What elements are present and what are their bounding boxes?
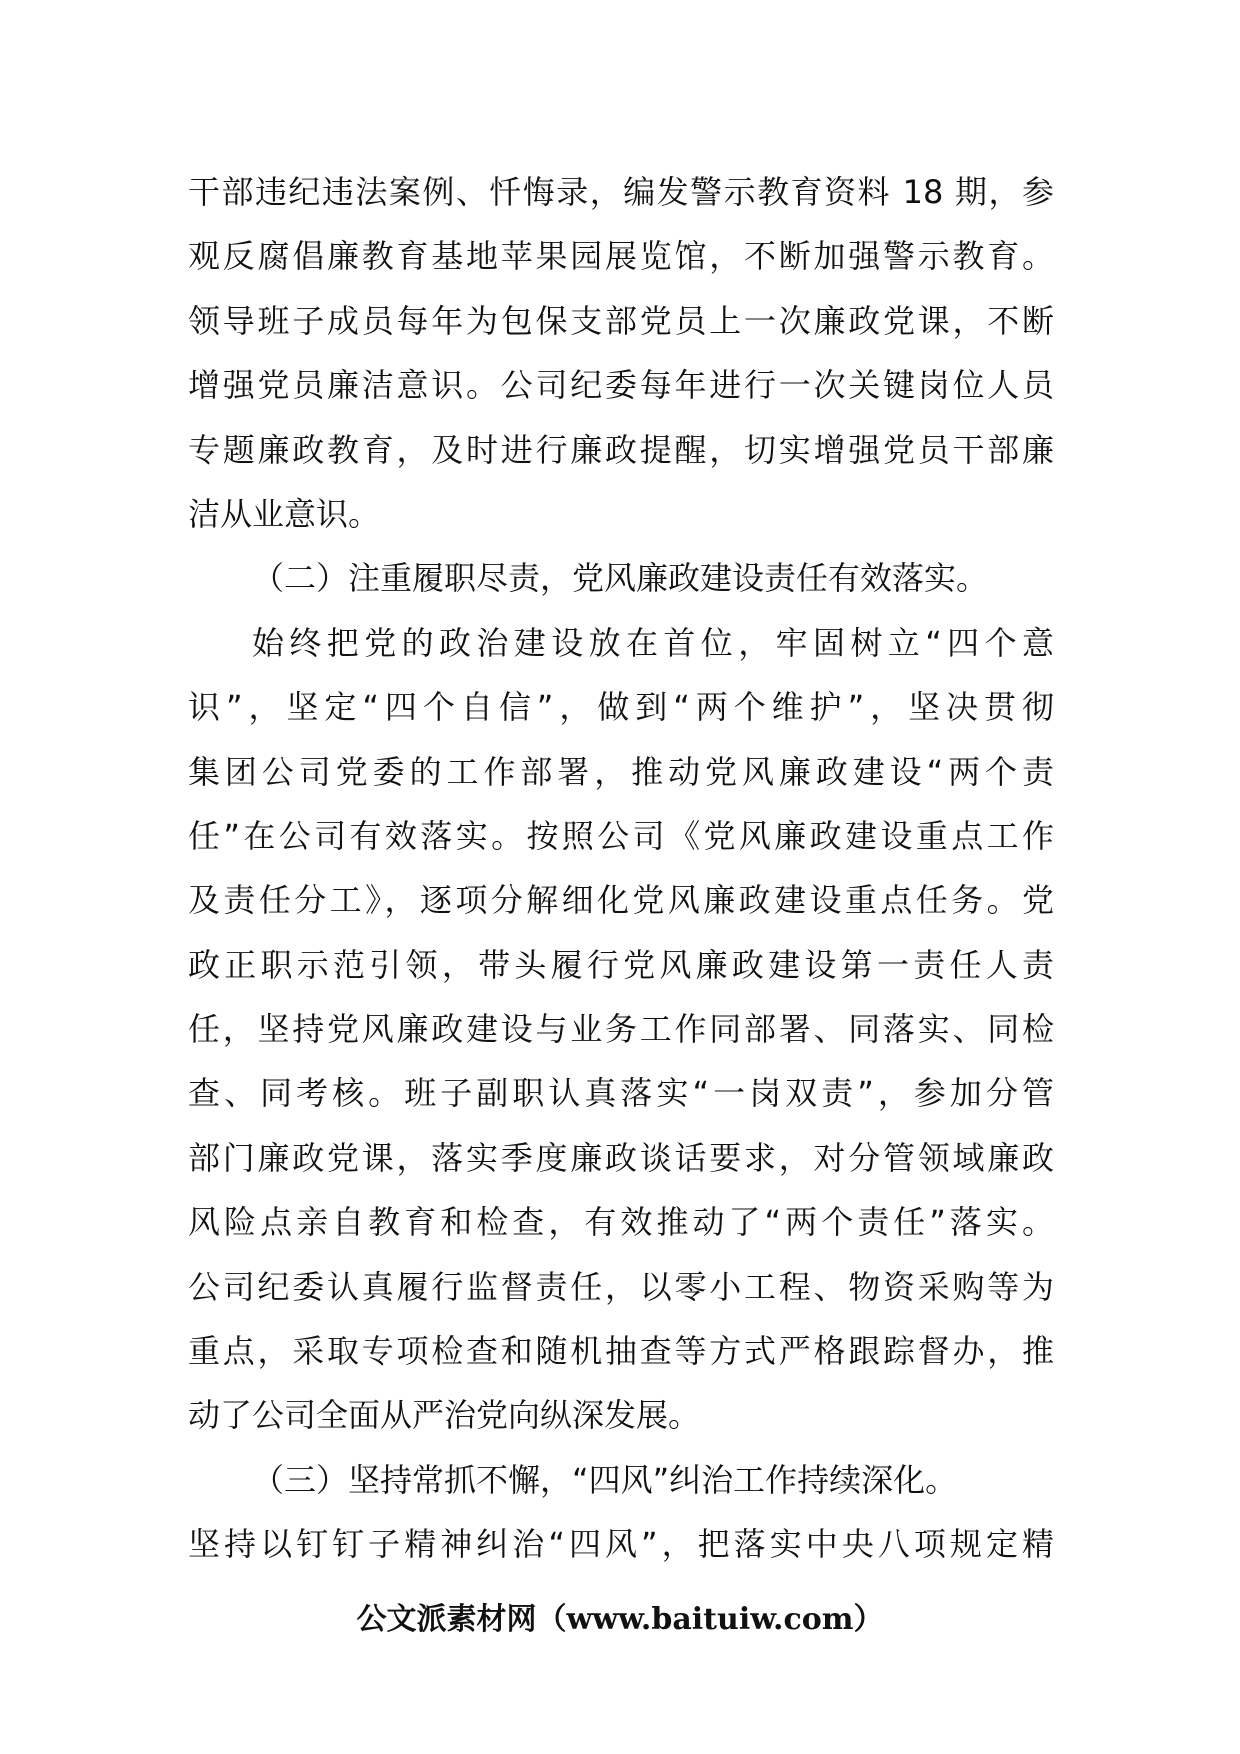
document-body [188,160,1054,1577]
footer-watermark: 公文派素材网（www.baituiw.com） [356,1602,884,1637]
text-line-19: 重点，采取专项检查和随机抽查等方式严格跟踪督办，推 [188,1332,1054,1371]
text-line-11: 任”在公司有效落实。按照公司《党风廉政建设重点工作 [188,816,1054,855]
text-line-17: 风险点亲自教育和检查，有效推动了“两个责任”落实。 [188,1203,1054,1242]
text-line-8: 始终把党的政治建设放在首位，牢固树立“四个意 [252,623,1054,662]
section-heading-2: （二）注重履职尽责，党风廉政建设责任有效落实。 [252,559,989,598]
text-line-9: 识”，坚定“四个自信”，做到“两个维护”，坚决贯彻 [188,688,1054,727]
text-line-15: 查、同考核。班子副职认真落实“一岗双责”，参加分管 [188,1074,1054,1113]
text-line-5: 专题廉政教育，及时进行廉政提醒，切实增强党员干部廉 [188,430,1054,469]
text-line-18: 公司纪委认真履行监督责任，以零小工程、物资采购等为 [188,1267,1054,1306]
text-line-16: 部门廉政党课，落实季度廉政谈话要求，对分管领域廉政 [188,1138,1054,1177]
text-line-4: 增强党员廉洁意识。公司纪委每年进行一次关键岗位人员 [188,366,1054,405]
text-line-20: 动了公司全面从严治党向纵深发展。 [188,1396,701,1435]
text-line-3: 领导班子成员每年为包保支部党员上一次廉政党课，不断 [188,301,1054,340]
text-line-14: 任，坚持党风廉政建设与业务工作同部署、同落实、同检 [188,1010,1054,1049]
text-line-10: 集团公司党委的工作部署，推动党风廉政建设“两个责 [188,752,1054,791]
text-line-1: 干部违纪违法案例、忏悔录，编发警示教育资料 18 期，参 [188,173,1054,211]
text-line-22: 坚持以钉钉子精神纠治“四风”，把落实中央八项规定精 [188,1525,1054,1564]
text-line-12: 及责任分工》，逐项分解细化党风廉政建设重点任务。党 [188,881,1054,920]
text-line-6: 洁从业意识。 [188,494,381,533]
section-heading-3: （三）坚持常抓不懈，“四风”纠治工作持续深化。 [252,1460,958,1499]
text-line-2: 观反腐倡廉教育基地苹果园展览馆，不断加强警示教育。 [188,237,1054,276]
text-line-13: 政正职示范引领，带头履行党风廉政建设第一责任人责 [188,945,1054,984]
